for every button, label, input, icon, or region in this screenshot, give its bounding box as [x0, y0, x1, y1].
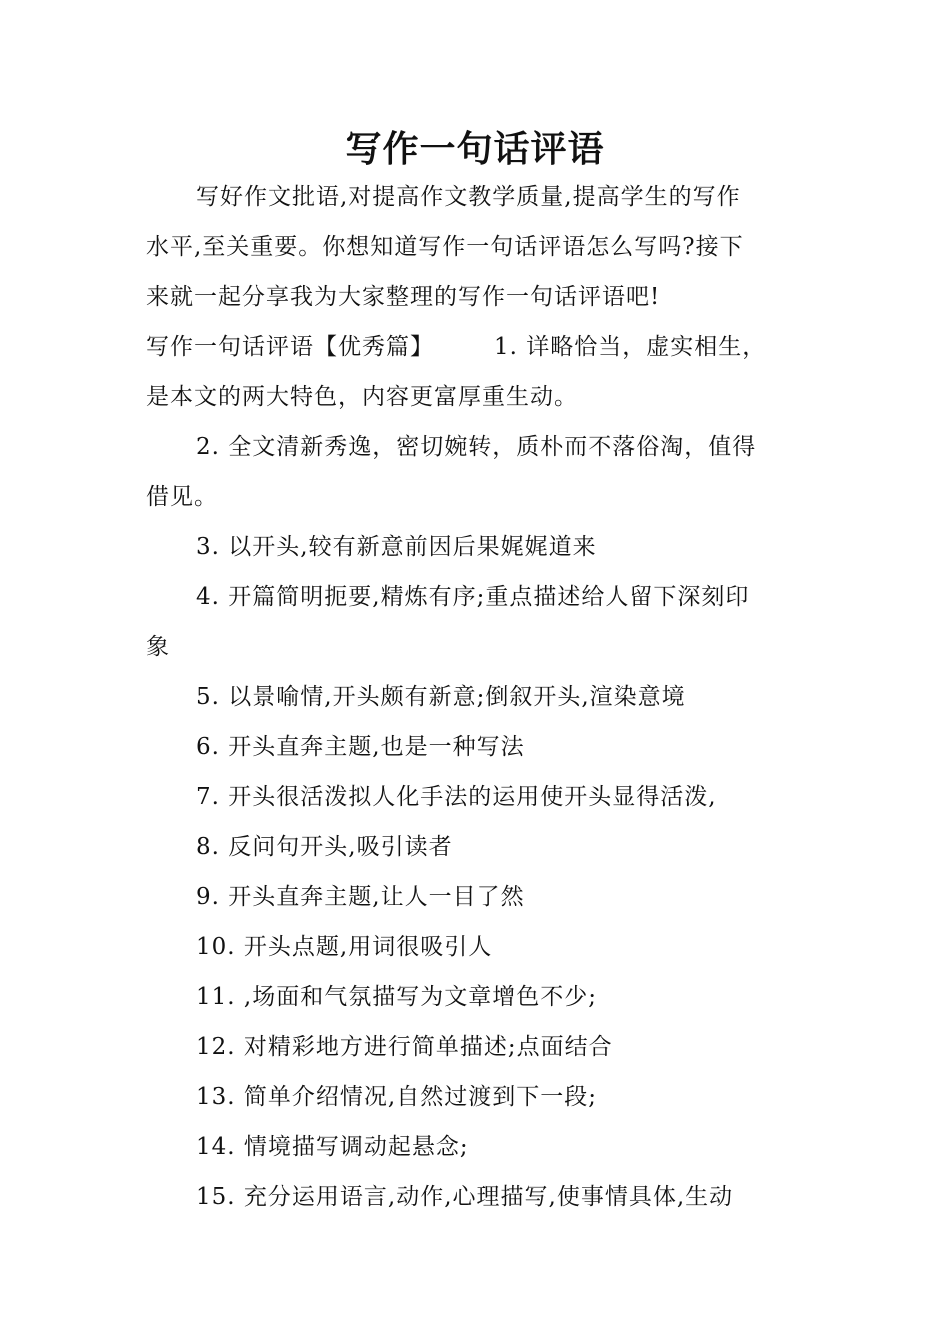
list-item-4: 4. 开篇简明扼要,精炼有序;重点描述给人留下深刻印: [196, 584, 750, 610]
list-item-9: 9. 开头直奔主题,让人一目了然: [196, 884, 525, 910]
intro-line-2: 水平,至关重要。你想知道写作一句话评语怎么写吗?接下: [146, 234, 744, 260]
list-item-11: 11. ,场面和气氛描写为文章增色不少;: [196, 984, 597, 1010]
section-heading-line: [146, 327, 766, 367]
list-item-2-cont: 借见。: [146, 484, 218, 510]
list-item-15: 15. 充分运用语言,动作,心理描写,使事情具体,生动: [196, 1184, 734, 1210]
intro-line-1: 写好作文批语,对提高作文教学质量,提高学生的写作: [196, 184, 741, 210]
list-item-7: 7. 开头很活泼拟人化手法的运用使开头显得活泼,: [196, 784, 717, 810]
list-item-5: 5. 以景喻情,开头颇有新意;倒叙开头,渲染意境: [196, 684, 686, 710]
list-item-2: 2. 全文清新秀逸，密切婉转，质朴而不落俗淘，值得: [196, 434, 757, 460]
intro-line-3: 来就一起分享我为大家整理的写作一句话评语吧!: [146, 284, 661, 310]
list-item-1-cont: 是本文的两大特色，内容更富厚重生动。: [146, 384, 578, 410]
list-item-6: 6. 开头直奔主题,也是一种写法: [196, 734, 525, 760]
section-heading: 写作一句话评语【优秀篇】: [146, 334, 434, 360]
list-item-4-cont: 象: [146, 634, 170, 660]
list-item-12: 12. 对精彩地方进行简单描述;点面结合: [196, 1034, 613, 1060]
list-item-14: 14. 情境描写调动起悬念;: [196, 1134, 469, 1160]
list-item-1-start: 1. 详略恰当，虚实相生，: [494, 334, 767, 360]
list-item-3: 3. 以开头,较有新意前因后果娓娓道来: [196, 534, 597, 560]
document-title: 写作一句话评语: [345, 129, 605, 170]
list-item-8: 8. 反问句开头,吸引读者: [196, 834, 453, 860]
list-item-10: 10. 开头点题,用词很吸引人: [196, 934, 493, 960]
list-item-13: 13. 简单介绍情况,自然过渡到下一段;: [196, 1084, 597, 1110]
